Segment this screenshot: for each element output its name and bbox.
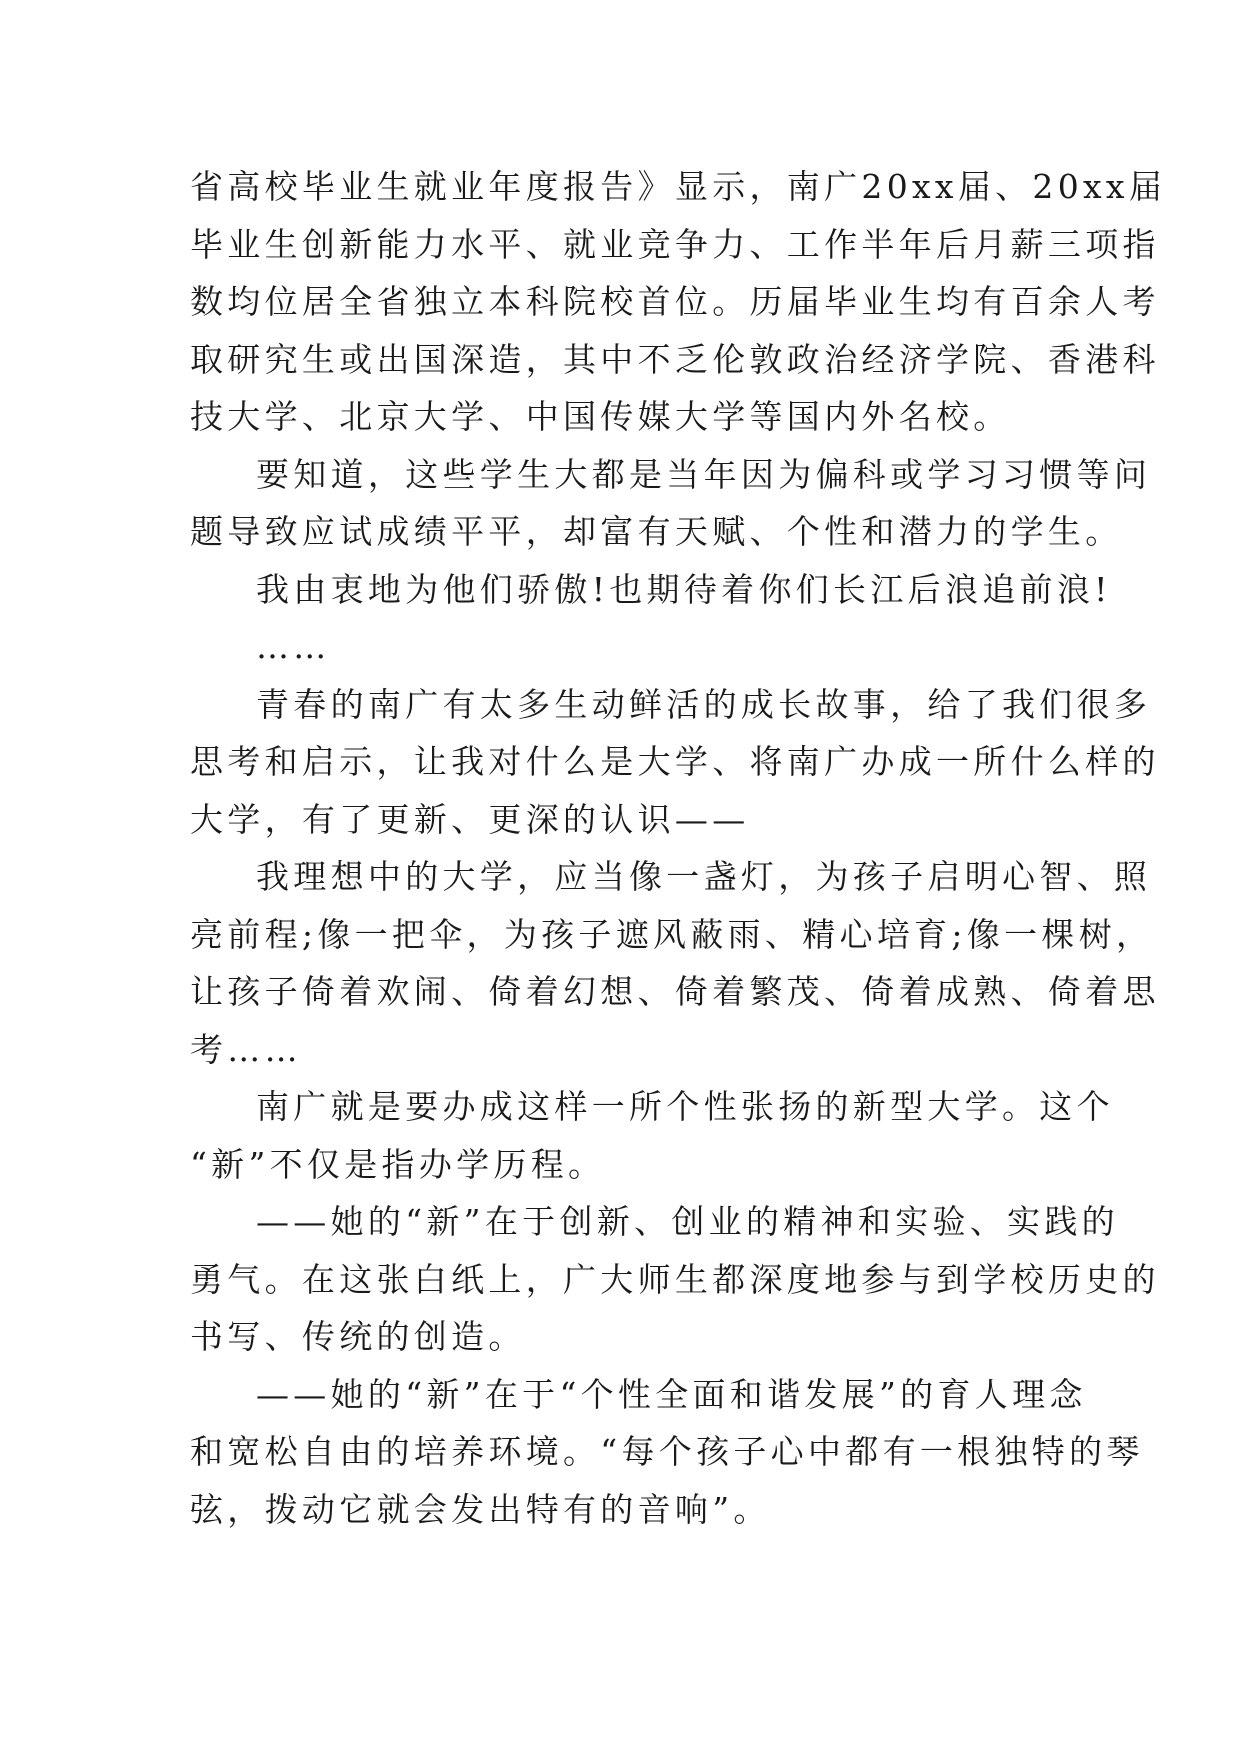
text-line: ——她的“新”在于创新、创业的精神和实验、实践的 — [256, 1202, 1119, 1241]
text-line: ——她的“新”在于“个性全面和谐发展”的育人理念 — [256, 1374, 1087, 1414]
text-line: 弦，拨动它就会发出特有的音响”。 — [190, 1489, 771, 1529]
text-line: 要知道，这些学生大都是当年因为偏科或学习习惯等问 — [256, 454, 1152, 494]
text-line: 让孩子倚着欢闹、倚着幻想、倚着繁茂、倚着成熟、倚着思 — [190, 972, 1160, 1011]
text-line: 数均位居全省独立本科院校首位。历届毕业生均有百余人考 — [190, 282, 1160, 321]
text-line: 亮前程;像一把伞，为孩子遮风蔽雨、精心培育;像一棵树， — [190, 914, 1154, 954]
text-line: 我由衷地为他们骄傲!也期待着你们长江后浪追前浪! — [256, 569, 1112, 609]
text-line: “新”不仅是指办学历程。 — [190, 1144, 606, 1184]
text-line: 考…… — [190, 1029, 302, 1069]
text-line: 毕业生创新能力水平、就业竞争力、工作半年后月薪三项指 — [190, 224, 1160, 264]
text-line: 南广就是要办成这样一所个性张扬的新型大学。这个 — [256, 1087, 1114, 1126]
text-line: 我理想中的大学，应当像一盏灯，为孩子启明心智、照 — [256, 857, 1152, 896]
text-line: 青春的南广有太多生动鲜活的成长故事，给了我们很多 — [256, 684, 1152, 724]
text-line: 和宽松自由的培养环境。“每个孩子心中都有一根独特的琴 — [190, 1432, 1144, 1471]
text-line: 勇气。在这张白纸上，广大师生都深度地参与到学校历史的 — [190, 1259, 1160, 1299]
text-line: 题导致应试成绩平平，却富有天赋、个性和潜力的学生。 — [190, 512, 1123, 551]
text-line: 省高校毕业生就业年度报告》显示，南广20xx届、20xx届 — [190, 167, 1167, 206]
document-body — [190, 158, 1167, 1538]
text-line: 思考和启示，让我对什么是大学、将南广办成一所什么样的 — [190, 742, 1160, 781]
text-line: 技大学、北京大学、中国传媒大学等国内外名校。 — [190, 397, 1011, 436]
text-line: …… — [256, 627, 331, 666]
text-line: 大学，有了更新、更深的认识—— — [190, 799, 750, 839]
text-line: 取研究生或出国深造，其中不乏伦敦政治经济学院、香港科 — [190, 339, 1160, 379]
text-line: 书写、传统的创造。 — [190, 1317, 526, 1356]
